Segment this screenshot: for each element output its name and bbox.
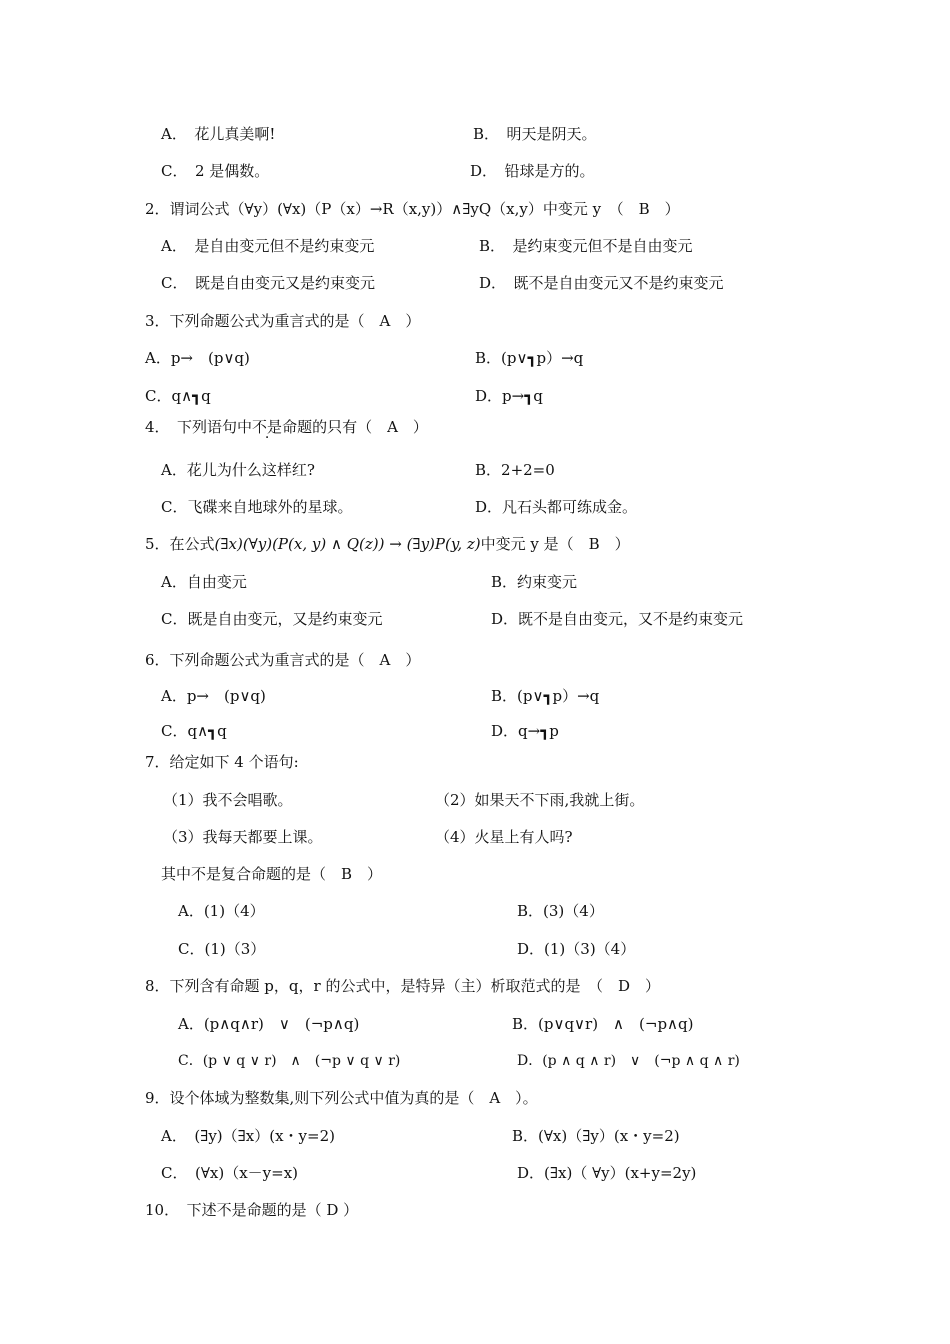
q8-option-a: A．(p∧q∧r) ∨ (¬p∧q) <box>178 1015 360 1033</box>
q4-stem-pre: 4． 下列语句中 <box>145 418 253 436</box>
q2-option-a: A． 是自由变元但不是约束变元 <box>161 237 375 255</box>
q7-option-c: C．(1)（3） <box>178 940 266 958</box>
q4-option-b: B．2+2=0 <box>475 461 555 479</box>
q3-stem: 3．下列命题公式为重言式的是（ A ） <box>145 312 421 330</box>
q2-option-c: C． 既是自由变元又是约束变元 <box>161 274 375 292</box>
q4-stem <box>145 417 428 437</box>
q5-option-a: A．自由变元 <box>161 573 247 591</box>
q3-option-b: B．(p∨┓p）→q <box>475 349 584 367</box>
q5-stem-pre: 5．在公式 <box>145 535 215 553</box>
q7-statement-3: （3）我每天都要上课。 <box>163 828 323 846</box>
q5-option-c: C．既是自由变元，又是约束变元 <box>161 610 383 628</box>
q6-stem: 6．下列命题公式为重言式的是（ A ） <box>145 651 421 669</box>
q1-option-c: C． 2 是偶数。 <box>161 162 270 180</box>
q6-option-a: A．p→ (p∨q) <box>161 687 266 705</box>
q7-option-b: B．(3)（4） <box>517 902 604 920</box>
q10-stem: 10． 下述不是命题的是（ D ） <box>145 1201 359 1219</box>
q5-formula: (∃x)(∀y)(P(x, y) ∧ Q(z)) → (∃y)P(y, z) <box>214 535 481 553</box>
q4-option-a: A．花儿为什么这样红? <box>161 461 315 479</box>
q9-option-b: B．(∀x)（∃y）(x・y=2) <box>512 1127 680 1145</box>
q1-option-d: D． 铅球是方的。 <box>470 162 595 180</box>
q5-option-b: B．约束变元 <box>491 573 578 591</box>
q4-option-d: D．凡石头都可练成金。 <box>475 498 638 516</box>
q5-option-d: D．既不是自由变元，又不是约束变元 <box>491 610 744 628</box>
q8-option-d: D．(p ∧ q ∧ r) ∨ (¬p ∧ q ∧ r) <box>517 1053 740 1069</box>
q4-stem-post: 命题的只有（ A ） <box>282 418 428 436</box>
q9-option-c: C． (∀x)（x－y=x) <box>161 1164 299 1182</box>
q4-stem-emphasis: 不是 <box>252 418 283 436</box>
q5-stem-post: 中变元 y 是（ B ） <box>480 535 630 553</box>
q3-option-a: A．p→ (p∨q) <box>145 349 250 367</box>
q6-option-d: D．q→┓p <box>491 722 559 740</box>
q4-option-c: C．飞碟来自地球外的星球。 <box>161 498 353 516</box>
q5-stem <box>145 534 630 554</box>
q2-stem: 2．谓词公式（∀y）(∀x)（P（x）→R（x,y)）∧∃yQ（x,y）中变元 y （ B ） <box>145 200 680 218</box>
q7-statement-4: （4）火星上有人吗? <box>435 828 573 846</box>
q7-statement-1: （1）我不会唱歌。 <box>163 791 293 809</box>
q3-option-d: D．p→┓q <box>475 387 543 405</box>
q9-stem: 9．设个体域为整数集,则下列公式中值为真的是（ A ）。 <box>145 1089 538 1107</box>
q7-stem: 7．给定如下 4 个语句: <box>145 753 299 771</box>
q1-option-a: A． 花儿真美啊! <box>161 125 276 143</box>
q6-option-b: B．(p∨┓p）→q <box>491 687 600 705</box>
q7-question: 其中不是复合命题的是（ B ） <box>161 865 383 883</box>
q9-option-a: A． (∃y)（∃x）(x・y=2) <box>161 1127 335 1145</box>
q8-stem: 8．下列含有命题 p，q，r 的公式中，是特异（主）析取范式的是 （ D ） <box>145 977 660 995</box>
q8-option-b: B．(p∨q∨r) ∧ (¬p∧q) <box>512 1015 694 1033</box>
q9-option-d: D．(∃x)（ ∀y）(x+y=2y) <box>517 1164 697 1182</box>
q2-option-d: D． 既不是自由变元又不是约束变元 <box>479 274 724 292</box>
q7-statement-2: （2）如果天不下雨,我就上街。 <box>435 791 645 809</box>
q1-option-b: B． 明天是阴天。 <box>473 125 597 143</box>
q3-option-c: C．q∧┓q <box>145 387 211 405</box>
q7-option-d: D．(1)（3)（4） <box>517 940 636 958</box>
q6-option-c: C．q∧┓q <box>161 722 227 740</box>
q8-option-c: C．(p ∨ q ∨ r) ∧ (¬p ∨ q ∨ r) <box>178 1053 401 1069</box>
q2-option-b: B． 是约束变元但不是自由变元 <box>479 237 693 255</box>
q7-option-a: A．(1)（4） <box>178 902 265 920</box>
